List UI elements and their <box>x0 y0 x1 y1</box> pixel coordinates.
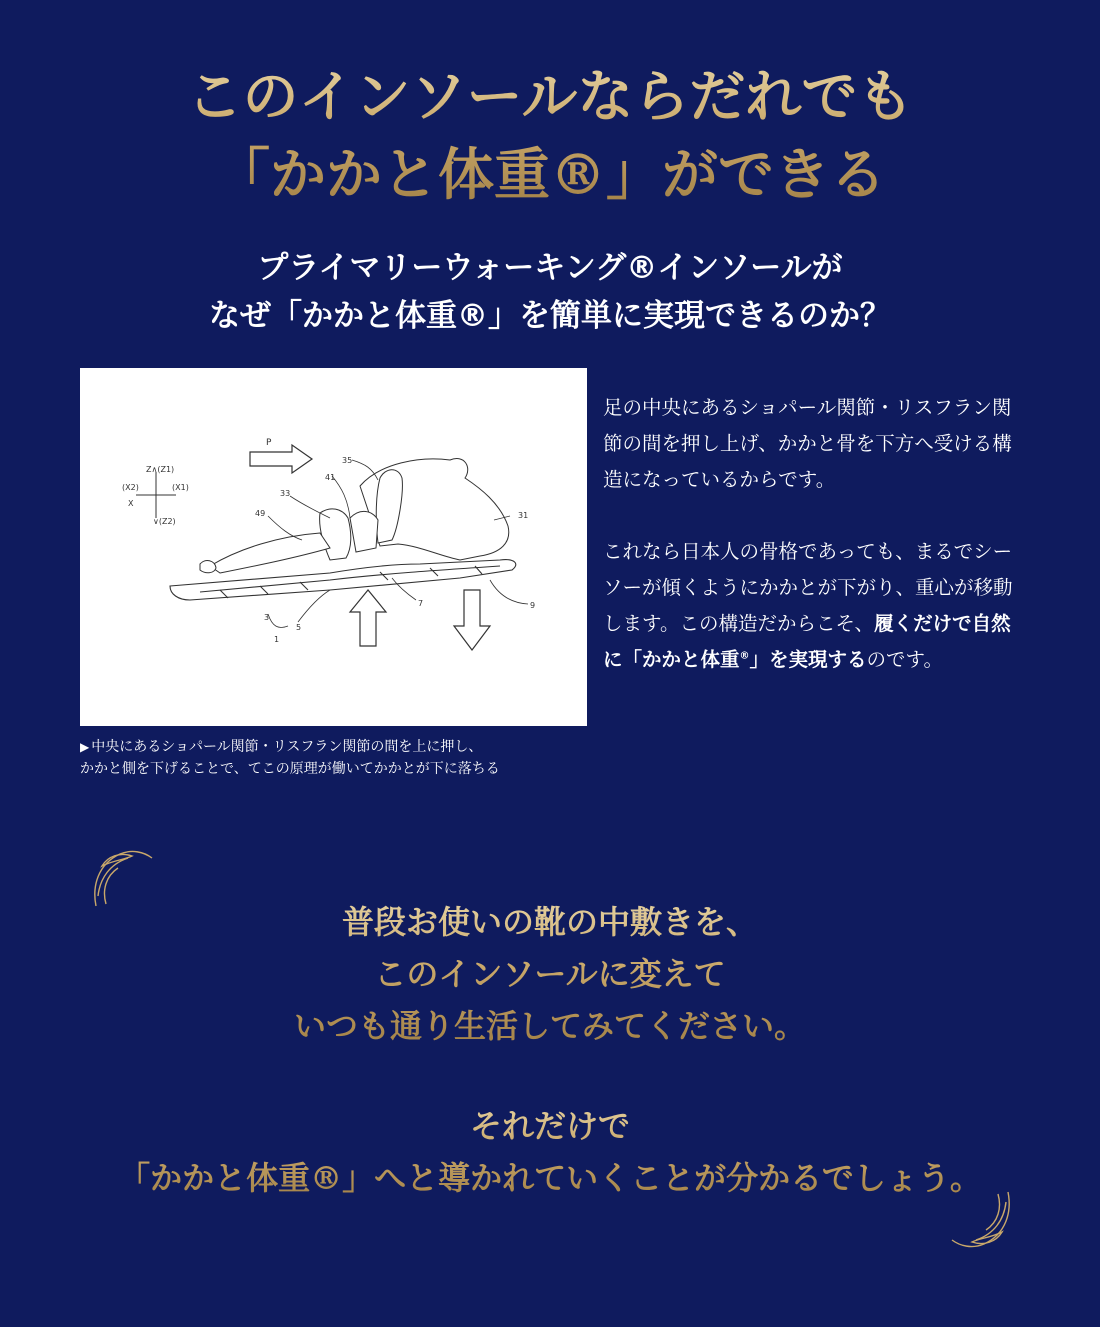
label-9: 9 <box>530 601 536 610</box>
registered-mark: ® <box>739 650 750 662</box>
subhead-line-1: プライマリーウォーキング®インソールが <box>257 250 843 286</box>
label-31: 31 <box>518 511 529 520</box>
closing2-line-2: 「かかと体重®」へと導かれていくことが分かるでしょう。 <box>118 1159 982 1197</box>
label-35: 35 <box>342 456 353 465</box>
headline-line-1: このインソールならだれでも <box>186 64 914 130</box>
closing1-line-3: いつも通り生活してみてください。 <box>293 1007 806 1045</box>
sub-headline <box>0 244 1100 340</box>
explanation-paragraph-1: 足の中央にあるショパール関節・リスフラン関節の間を押し上げ、かかと骨を下方へ受ける構造になっているからです。 <box>603 396 1012 491</box>
axis-x-label: X <box>128 499 134 508</box>
force-arrow-down-icon <box>454 590 490 650</box>
label-33: 33 <box>280 489 291 498</box>
explanation-paragraph-2 <box>603 534 1023 678</box>
closing1-line-2: このインソールに変えて <box>374 955 726 993</box>
emphasis-text-end: 」を実現する <box>749 648 867 671</box>
axis-z1-label: Z∧(Z1) <box>146 465 175 474</box>
paragraph-2-plain: これなら日本人の骨格であっても、まるでシーソーが傾くようにかかとが下がり、重心が移動します。この構造だからこそ、 <box>603 540 1013 635</box>
foot-patent-drawing <box>80 368 587 726</box>
headline-line-2: 「かかと体重®」ができる <box>214 142 886 208</box>
caption-arrow-icon: ▶ <box>80 740 90 754</box>
label-49: 49 <box>255 509 266 518</box>
label-41: 41 <box>325 473 336 482</box>
paragraph-2-tail: のです。 <box>866 648 943 671</box>
closing-message-2 <box>0 1100 1100 1204</box>
label-3: 3 <box>264 613 270 622</box>
force-arrow-right-icon <box>250 445 312 473</box>
axis-z2-label: ∨(Z2) <box>153 517 176 526</box>
emphasis-text: 履くだけで自然に「かかと体重 <box>603 612 1011 671</box>
force-arrow-up-icon <box>350 590 386 646</box>
caption-line-1: 中央にあるショパール関節・リスフラン関節の間を上に押し、 <box>91 739 483 755</box>
closing2-line-1: それだけで <box>469 1107 630 1145</box>
label-p: P <box>266 438 272 448</box>
closing1-line-1: 普段お使いの靴の中敷きを、 <box>341 903 758 941</box>
closing-message-1 <box>0 896 1100 1052</box>
main-headline <box>0 58 1100 214</box>
diagram-caption <box>80 736 600 780</box>
label-7: 7 <box>418 599 424 608</box>
label-1: 1 <box>274 635 280 644</box>
explanation-text <box>603 390 1023 714</box>
axis-x2-label: (X2) <box>122 483 139 492</box>
subhead-line-2: なぜ「かかと体重®」を簡単に実現できるのか？ <box>209 298 891 334</box>
label-5: 5 <box>296 623 302 632</box>
flourish-ornament-icon <box>946 1188 1016 1252</box>
insole-diagram <box>80 368 587 726</box>
axis-x1-label: (X1) <box>172 483 189 492</box>
caption-line-2: かかと側を下げることで、てこの原理が働いてかかとが下に落ちる <box>80 761 500 777</box>
